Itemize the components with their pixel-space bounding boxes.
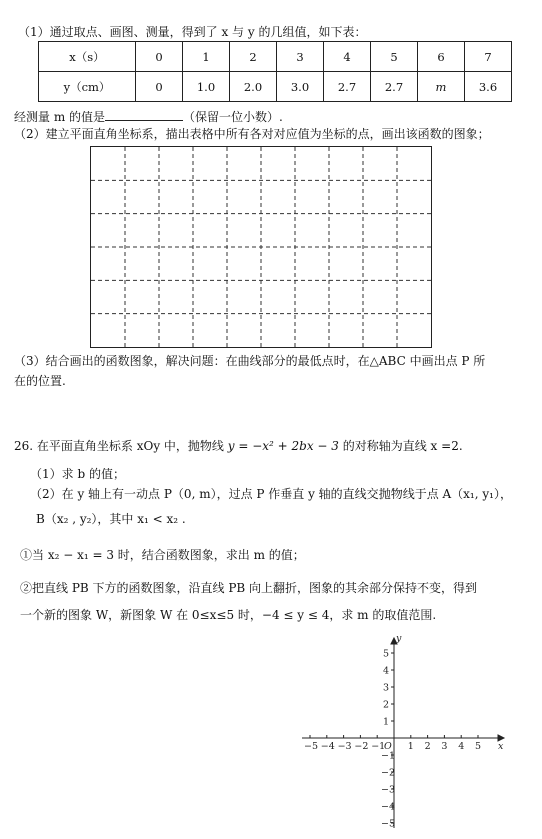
x-cell: 0 [136, 42, 183, 72]
y-cell: 3.6 [465, 72, 512, 102]
measure-note: （保留一位小数）. [183, 110, 283, 124]
axes-svg [300, 633, 510, 836]
y-tick-label: −5 [381, 818, 396, 830]
x-tick-label: 1 [407, 741, 414, 752]
x-tick-label: 3 [441, 741, 448, 752]
x-axis-label: x [498, 741, 504, 752]
y-cell: 3.0 [277, 72, 324, 102]
y-tick-label: 5 [383, 648, 390, 660]
y-cell: 1.0 [183, 72, 230, 102]
answer-blank[interactable] [105, 108, 183, 121]
y-tick-label: 3 [383, 682, 390, 694]
grid-lines [91, 147, 431, 347]
x-tick-label: 4 [458, 741, 465, 752]
x-cell: 4 [324, 42, 371, 72]
q26-case2-line1: ②把直线 PB 下方的函数图象，沿直线 PB 向上翻折，图象的其余部分保持不变，得到 [20, 581, 478, 595]
y-tick-label: −1 [381, 750, 396, 762]
x-cell: 1 [183, 42, 230, 72]
x-cell: 3 [277, 42, 324, 72]
coordinate-axes [300, 633, 510, 839]
part1-intro: （1）通过取点、画图、测量，得到了 x 与 y 的几组值，如下表： [18, 25, 367, 39]
x-tick-label: −3 [337, 741, 352, 752]
x-tick-label: −4 [320, 741, 335, 752]
y-tick-label: 1 [383, 716, 390, 728]
q26-stem [14, 438, 463, 454]
x-header: x（s） [39, 42, 136, 72]
x-tick-label: −2 [354, 741, 369, 752]
y-tick-label: −4 [381, 801, 396, 813]
table-row-x [39, 42, 512, 72]
answer-grid [90, 146, 432, 348]
y-axis-label: y [396, 633, 402, 644]
x-cell: 5 [371, 42, 418, 72]
y-tick-label: −2 [381, 767, 396, 779]
y-cell: m [418, 72, 465, 102]
y-tick-label: −3 [381, 784, 396, 796]
y-cell: 2.7 [371, 72, 418, 102]
y-cell: 2.7 [324, 72, 371, 102]
measure-line [14, 108, 283, 125]
part3-line1: （3）结合画出的函数图象，解决问题：在曲线部分的最低点时，在△ABC 中画出点 P 所 [14, 354, 486, 368]
y-cell: 2.0 [230, 72, 277, 102]
q26-sub1: （1）求 b 的值； [30, 467, 125, 481]
x-tick-label: 5 [475, 741, 482, 752]
measure-text: 经测量 m 的值是 [14, 110, 106, 124]
part3-line2: 在的位置. [14, 374, 66, 388]
q26-case1: ①当 x₂ − x₁ = 3 时，结合函数图象，求出 m 的值； [20, 548, 305, 562]
x-cell: 6 [418, 42, 465, 72]
q26-formula: y = −x² + 2bx − 3 [227, 439, 339, 453]
value-table [38, 41, 512, 102]
x-tick-label: −1 [371, 741, 386, 752]
x-tick-label: 2 [424, 741, 431, 752]
x-cell: 2 [230, 42, 277, 72]
x-cell: 7 [465, 42, 512, 72]
origin-label: O [384, 741, 392, 752]
q26-stem-before: 26. 在平面直角坐标系 xOy 中，抛物线 [14, 439, 228, 453]
table-row-y [39, 72, 512, 102]
q26-stem-after: 的对称轴为直线 x =2. [338, 439, 463, 453]
q26-sub2-line2: B（x₂ , y₂），其中 x₁ < x₂ . [36, 512, 186, 526]
y-tick-label: 2 [383, 699, 390, 711]
q26-case2-line2: 一个新的图象 W，新图象 W 在 0≤x≤5 时，−4 ≤ y ≤ 4，求 m 的取值范围. [20, 608, 437, 622]
y-tick-label: 4 [383, 665, 390, 677]
part2-text: （2）建立平面直角坐标系，描出表格中所有各对对应值为坐标的点，画出该函数的图象； [14, 127, 490, 141]
x-tick-label: −5 [304, 741, 319, 752]
y-header: y（cm） [39, 72, 136, 102]
y-cell: 0 [136, 72, 183, 102]
q26-sub2-line1: （2）在 y 轴上有一动点 P（0, m），过点 P 作垂直 y 轴的直线交抛物线于点 A（x₁, y₁）， [30, 487, 512, 501]
